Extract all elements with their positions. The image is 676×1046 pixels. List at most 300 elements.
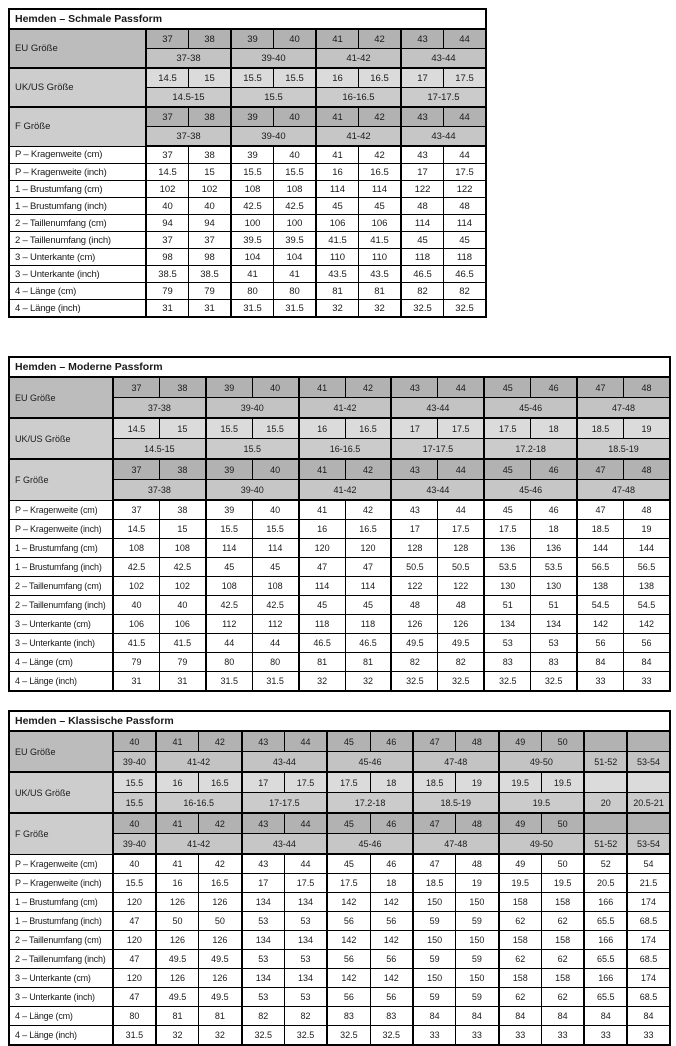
- size-cell: 15.5: [231, 68, 274, 88]
- measure-value-cell: 106: [359, 215, 402, 232]
- measure-value-cell: 42.5: [252, 596, 298, 615]
- measure-value-cell: 45: [444, 232, 487, 249]
- size-group-cell: 37-38: [113, 480, 206, 501]
- measure-value-cell: 122: [438, 577, 484, 596]
- size-cell: 48: [623, 459, 670, 480]
- size-cell: 43: [391, 377, 437, 398]
- measure-row: [9, 539, 670, 558]
- measure-value-cell: 102: [159, 577, 205, 596]
- size-group-cell: 39-40: [206, 480, 299, 501]
- size-cell: 16.5: [199, 772, 242, 793]
- measure-value-cell: 110: [316, 249, 359, 266]
- measure-row-label: 3 – Unterkante (inch): [9, 634, 113, 653]
- size-cell: 42: [199, 731, 242, 752]
- measure-row: [9, 912, 670, 931]
- size-group-cell: 17.2-18: [484, 439, 577, 460]
- measure-value-cell: 48: [391, 596, 437, 615]
- measure-value-cell: 32: [359, 300, 402, 318]
- measure-value-cell: 112: [206, 615, 252, 634]
- size-group-cell: 43-44: [242, 752, 328, 773]
- size-cell: 48: [456, 731, 499, 752]
- measure-value-cell: 41: [316, 146, 359, 164]
- size-cell: 43: [401, 107, 444, 127]
- size-group-cell: 49-50: [499, 752, 585, 773]
- measure-value-cell: 94: [189, 215, 232, 232]
- measure-value-cell: 54.5: [623, 596, 670, 615]
- size-group-cell: 14.5-15: [146, 88, 231, 108]
- measure-value-cell: 166: [584, 969, 627, 988]
- size-cell: 38: [159, 377, 205, 398]
- size-cell: 41: [156, 731, 199, 752]
- size-group-cell: 17-17.5: [401, 88, 486, 108]
- size-row-label: F Größe: [9, 107, 146, 146]
- measure-value-cell: 158: [499, 931, 542, 950]
- measure-value-cell: 158: [499, 969, 542, 988]
- measure-row: [9, 558, 670, 577]
- measure-value-cell: 49.5: [199, 988, 242, 1007]
- measure-row-label: 3 – Unterkante (cm): [9, 615, 113, 634]
- size-group-cell: 20.5-21: [627, 793, 670, 814]
- size-cell: 49: [499, 813, 542, 834]
- measure-value-cell: 48: [401, 198, 444, 215]
- size-cell: 37: [113, 459, 159, 480]
- measure-value-cell: 80: [252, 653, 298, 672]
- measure-value-cell: 114: [345, 577, 391, 596]
- measure-value-cell: 144: [623, 539, 670, 558]
- measure-value-cell: 126: [156, 931, 199, 950]
- size-group-cell: 39-40: [206, 398, 299, 419]
- size-group-cell: 43-44: [401, 49, 486, 69]
- measure-value-cell: 142: [577, 615, 623, 634]
- measure-value-cell: 33: [456, 1026, 499, 1046]
- measure-value-cell: 126: [199, 893, 242, 912]
- measure-row: [9, 893, 670, 912]
- measure-value-cell: 45: [327, 854, 370, 874]
- size-cell: 42: [359, 29, 402, 49]
- size-row-label: F Größe: [9, 813, 113, 854]
- size-cell: 37: [146, 29, 189, 49]
- measure-value-cell: 83: [327, 1007, 370, 1026]
- measure-row: [9, 215, 486, 232]
- measure-value-cell: 33: [541, 1026, 584, 1046]
- measure-value-cell: 33: [623, 672, 670, 692]
- measure-value-cell: 106: [316, 215, 359, 232]
- size-cell: 19.5: [499, 772, 542, 793]
- measure-value-cell: 80: [231, 283, 274, 300]
- size-cell: 40: [274, 107, 317, 127]
- measure-row: [9, 1007, 670, 1026]
- measure-value-cell: 56: [327, 988, 370, 1007]
- measure-value-cell: 48: [623, 500, 670, 520]
- size-cell: 17.5: [438, 418, 484, 439]
- size-header-row: [9, 29, 486, 49]
- measure-row-label: P – Kragenweite (inch): [9, 520, 113, 539]
- measure-row-label: 2 – Taillenumfang (cm): [9, 931, 113, 950]
- measure-row: [9, 950, 670, 969]
- measure-value-cell: 31.5: [206, 672, 252, 692]
- measure-value-cell: 120: [345, 539, 391, 558]
- measure-value-cell: 42.5: [274, 198, 317, 215]
- measure-value-cell: 47: [413, 854, 456, 874]
- measure-value-cell: 62: [499, 912, 542, 931]
- measure-value-cell: 134: [531, 615, 577, 634]
- size-cell: 17: [401, 68, 444, 88]
- size-group-cell: 51-52: [584, 752, 627, 773]
- measure-value-cell: 40: [113, 854, 156, 874]
- measure-value-cell: 32.5: [401, 300, 444, 318]
- size-cell: 47: [413, 813, 456, 834]
- size-cell: 18.5: [577, 418, 623, 439]
- table-title-row: [9, 357, 670, 377]
- measure-value-cell: 134: [284, 931, 327, 950]
- measure-value-cell: 38: [189, 146, 232, 164]
- measure-value-cell: 47: [113, 988, 156, 1007]
- measure-row: [9, 615, 670, 634]
- measure-value-cell: 79: [113, 653, 159, 672]
- measure-value-cell: 20.5: [584, 874, 627, 893]
- measure-value-cell: 43: [242, 854, 285, 874]
- measure-value-cell: 114: [359, 181, 402, 198]
- size-cell: 18: [531, 418, 577, 439]
- size-group-cell: 43-44: [391, 480, 484, 501]
- measure-value-cell: 122: [391, 577, 437, 596]
- measure-value-cell: 32.5: [327, 1026, 370, 1046]
- measure-row-label: 3 – Unterkante (inch): [9, 266, 146, 283]
- measure-value-cell: 33: [577, 672, 623, 692]
- measure-value-cell: 16.5: [345, 520, 391, 539]
- measure-row-label: 4 – Länge (cm): [9, 283, 146, 300]
- size-group-cell: 15.5: [231, 88, 316, 108]
- size-cell: 15.5: [113, 772, 156, 793]
- measure-row: [9, 232, 486, 249]
- measure-value-cell: 46.5: [444, 266, 487, 283]
- measure-value-cell: 17: [391, 520, 437, 539]
- measure-value-cell: 31.5: [113, 1026, 156, 1046]
- measure-value-cell: 83: [531, 653, 577, 672]
- size-group-cell: 47-48: [413, 752, 499, 773]
- size-cell: 14.5: [146, 68, 189, 88]
- measure-row-label: 2 – Taillenumfang (cm): [9, 577, 113, 596]
- measure-value-cell: 102: [189, 181, 232, 198]
- measure-value-cell: 142: [327, 969, 370, 988]
- measure-row-label: 3 – Unterkante (inch): [9, 988, 113, 1007]
- measure-value-cell: 65.5: [584, 950, 627, 969]
- measure-value-cell: 42.5: [206, 596, 252, 615]
- measure-row: [9, 988, 670, 1007]
- measure-value-cell: 49.5: [156, 988, 199, 1007]
- measure-value-cell: 128: [438, 539, 484, 558]
- measure-value-cell: 53: [284, 988, 327, 1007]
- size-cell: 44: [284, 731, 327, 752]
- size-row-label: F Größe: [9, 459, 113, 500]
- measure-value-cell: 40: [189, 198, 232, 215]
- size-cell: 15.5: [252, 418, 298, 439]
- size-group-cell: 15.5: [113, 793, 156, 814]
- measure-value-cell: 48: [456, 854, 499, 874]
- size-cell: 47: [577, 459, 623, 480]
- measure-value-cell: 120: [113, 893, 156, 912]
- measure-value-cell: 84: [499, 1007, 542, 1026]
- size-cell: 17.5: [284, 772, 327, 793]
- size-cell: 48: [623, 377, 670, 398]
- measure-value-cell: 17: [242, 874, 285, 893]
- measure-value-cell: 68.5: [627, 912, 670, 931]
- measure-value-cell: 68.5: [627, 950, 670, 969]
- size-cell: 41: [299, 459, 345, 480]
- size-header-row: [9, 418, 670, 439]
- measure-row-label: 4 – Länge (cm): [9, 1007, 113, 1026]
- measure-value-cell: 120: [113, 931, 156, 950]
- size-cell: 37: [113, 377, 159, 398]
- size-row-label: EU Größe: [9, 29, 146, 68]
- measure-value-cell: 19.5: [499, 874, 542, 893]
- measure-value-cell: 50: [156, 912, 199, 931]
- size-group-cell: 20: [584, 793, 627, 814]
- measure-value-cell: 122: [401, 181, 444, 198]
- size-group-cell: 16-16.5: [156, 793, 242, 814]
- measure-row: [9, 634, 670, 653]
- size-cell: 17.5: [444, 68, 487, 88]
- size-cell: 44: [444, 107, 487, 127]
- measure-value-cell: 56: [370, 912, 413, 931]
- measure-value-cell: 134: [242, 893, 285, 912]
- measure-row-label: 1 – Brustumfang (cm): [9, 181, 146, 198]
- measure-value-cell: 47: [345, 558, 391, 577]
- size-cell: 41: [156, 813, 199, 834]
- measure-value-cell: 43: [391, 500, 437, 520]
- measure-value-cell: 79: [189, 283, 232, 300]
- measure-value-cell: 14.5: [146, 164, 189, 181]
- measure-value-cell: 81: [299, 653, 345, 672]
- measure-row-label: 2 – Taillenumfang (cm): [9, 215, 146, 232]
- measure-value-cell: 81: [199, 1007, 242, 1026]
- measure-value-cell: 120: [113, 969, 156, 988]
- measure-value-cell: 79: [146, 283, 189, 300]
- measure-value-cell: 47: [577, 500, 623, 520]
- size-header-row: [9, 731, 670, 752]
- size-cell: 43: [401, 29, 444, 49]
- size-group-cell: 43-44: [401, 127, 486, 147]
- measure-value-cell: 32: [299, 672, 345, 692]
- measure-value-cell: 100: [231, 215, 274, 232]
- measure-value-cell: 46.5: [299, 634, 345, 653]
- measure-value-cell: 39.5: [231, 232, 274, 249]
- measure-value-cell: 42.5: [113, 558, 159, 577]
- measure-value-cell: 18.5: [413, 874, 456, 893]
- size-cell: 46: [531, 459, 577, 480]
- measure-value-cell: 49.5: [391, 634, 437, 653]
- size-group-cell: 41-42: [316, 127, 401, 147]
- size-cell: 17.5: [327, 772, 370, 793]
- measure-row: [9, 672, 670, 692]
- measure-value-cell: 108: [159, 539, 205, 558]
- size-group-cell: 45-46: [484, 398, 577, 419]
- measure-value-cell: 18: [531, 520, 577, 539]
- measure-value-cell: 53.5: [531, 558, 577, 577]
- size-cell: 18.5: [413, 772, 456, 793]
- measure-value-cell: 100: [274, 215, 317, 232]
- size-group-cell: 45-46: [484, 480, 577, 501]
- measure-value-cell: 33: [499, 1026, 542, 1046]
- size-cell: 42: [345, 459, 391, 480]
- size-cell: 39: [206, 377, 252, 398]
- size-row-label: EU Größe: [9, 377, 113, 418]
- measure-value-cell: 134: [284, 969, 327, 988]
- size-group-cell: 39-40: [113, 752, 156, 773]
- measure-value-cell: 59: [456, 950, 499, 969]
- measure-value-cell: 158: [499, 893, 542, 912]
- measure-value-cell: 166: [584, 931, 627, 950]
- size-group-cell: 14.5-15: [113, 439, 206, 460]
- measure-value-cell: 130: [531, 577, 577, 596]
- measure-value-cell: 56: [370, 988, 413, 1007]
- size-group-cell: 45-46: [327, 834, 413, 855]
- measure-value-cell: 32.5: [444, 300, 487, 318]
- measure-value-cell: 56: [327, 950, 370, 969]
- measure-value-cell: 62: [499, 988, 542, 1007]
- size-group-cell: 17.2-18: [327, 793, 413, 814]
- size-table-grid: [8, 356, 671, 692]
- measure-value-cell: 62: [541, 950, 584, 969]
- measure-value-cell: 142: [370, 969, 413, 988]
- measure-value-cell: 43.5: [316, 266, 359, 283]
- measure-value-cell: 31.5: [252, 672, 298, 692]
- size-group-cell: 17-17.5: [242, 793, 328, 814]
- measure-value-cell: 102: [113, 577, 159, 596]
- measure-value-cell: 62: [499, 950, 542, 969]
- measure-value-cell: 41.5: [359, 232, 402, 249]
- size-group-cell: 16-16.5: [299, 439, 392, 460]
- measure-value-cell: 118: [444, 249, 487, 266]
- measure-value-cell: 174: [627, 969, 670, 988]
- size-cell: 45: [484, 459, 530, 480]
- measure-value-cell: 53: [484, 634, 530, 653]
- size-cell: 40: [252, 377, 298, 398]
- measure-value-cell: 44: [444, 146, 487, 164]
- size-cell: 15: [159, 418, 205, 439]
- size-cell: 44: [438, 377, 484, 398]
- measure-value-cell: 46.5: [401, 266, 444, 283]
- measure-value-cell: 110: [359, 249, 402, 266]
- measure-value-cell: 56: [327, 912, 370, 931]
- measure-value-cell: 45: [206, 558, 252, 577]
- measure-value-cell: 17.5: [484, 520, 530, 539]
- size-cell: 39: [231, 107, 274, 127]
- measure-value-cell: 56: [577, 634, 623, 653]
- measure-value-cell: 98: [189, 249, 232, 266]
- measure-value-cell: 108: [252, 577, 298, 596]
- size-cell: 16.5: [359, 68, 402, 88]
- size-cell: 44: [438, 459, 484, 480]
- measure-value-cell: 48: [438, 596, 484, 615]
- size-cell: 37: [146, 107, 189, 127]
- measure-value-cell: 114: [206, 539, 252, 558]
- size-row-label: UK/US Größe: [9, 68, 146, 107]
- measure-value-cell: 47: [113, 950, 156, 969]
- measure-value-cell: 38.5: [146, 266, 189, 283]
- size-cell: 16: [156, 772, 199, 793]
- measure-value-cell: 56: [370, 950, 413, 969]
- measure-value-cell: 174: [627, 931, 670, 950]
- measure-value-cell: 81: [316, 283, 359, 300]
- measure-value-cell: 52: [584, 854, 627, 874]
- size-group-cell: 18.5-19: [413, 793, 499, 814]
- measure-value-cell: 98: [146, 249, 189, 266]
- size-group-cell: 37-38: [113, 398, 206, 419]
- size-group-cell: 47-48: [413, 834, 499, 855]
- measure-value-cell: 48: [444, 198, 487, 215]
- measure-value-cell: 65.5: [584, 912, 627, 931]
- size-cell: 17: [391, 418, 437, 439]
- measure-value-cell: 59: [456, 988, 499, 1007]
- table-title: Hemden – Moderne Passform: [9, 357, 670, 377]
- measure-value-cell: 150: [413, 969, 456, 988]
- measure-value-cell: 134: [242, 931, 285, 950]
- size-table-2: [8, 356, 676, 692]
- size-table-3: [8, 710, 676, 1046]
- size-group-cell: 41-42: [299, 398, 392, 419]
- size-cell: 15.5: [206, 418, 252, 439]
- measure-value-cell: 106: [113, 615, 159, 634]
- measure-row: [9, 577, 670, 596]
- measure-value-cell: 40: [274, 146, 317, 164]
- measure-value-cell: 128: [391, 539, 437, 558]
- size-cell: 44: [284, 813, 327, 834]
- measure-value-cell: 19.5: [541, 874, 584, 893]
- measure-value-cell: 16: [156, 874, 199, 893]
- size-cell: 38: [189, 29, 232, 49]
- measure-value-cell: 126: [156, 893, 199, 912]
- size-group-cell: 37-38: [146, 49, 231, 69]
- measure-row: [9, 969, 670, 988]
- measure-value-cell: 108: [113, 539, 159, 558]
- measure-value-cell: 126: [391, 615, 437, 634]
- measure-value-cell: 39.5: [274, 232, 317, 249]
- measure-value-cell: 17: [401, 164, 444, 181]
- size-cell: 43: [242, 813, 285, 834]
- measure-value-cell: 82: [242, 1007, 285, 1026]
- measure-value-cell: 136: [484, 539, 530, 558]
- size-cell: 15: [189, 68, 232, 88]
- size-header-row: [9, 459, 670, 480]
- measure-value-cell: 33: [413, 1026, 456, 1046]
- size-cell: 40: [252, 459, 298, 480]
- measure-row-label: 1 – Brustumfang (inch): [9, 558, 113, 577]
- measure-value-cell: 130: [484, 577, 530, 596]
- size-group-cell: 18.5-19: [577, 439, 670, 460]
- measure-value-cell: 45: [345, 596, 391, 615]
- measure-row: [9, 931, 670, 950]
- size-group-cell: 41-42: [316, 49, 401, 69]
- measure-value-cell: 42: [199, 854, 242, 874]
- measure-value-cell: 15: [189, 164, 232, 181]
- measure-value-cell: 54: [627, 854, 670, 874]
- size-row-label: UK/US Größe: [9, 418, 113, 459]
- measure-value-cell: 41: [156, 854, 199, 874]
- size-cell: 19: [456, 772, 499, 793]
- measure-value-cell: 31.5: [231, 300, 274, 318]
- measure-value-cell: 80: [206, 653, 252, 672]
- size-cell: 44: [444, 29, 487, 49]
- size-row-label: EU Größe: [9, 731, 113, 772]
- measure-value-cell: 118: [345, 615, 391, 634]
- measure-value-cell: 32.5: [370, 1026, 413, 1046]
- measure-value-cell: 38.5: [189, 266, 232, 283]
- measure-value-cell: 33: [584, 1026, 627, 1046]
- measure-row: [9, 300, 486, 318]
- measure-value-cell: 83: [370, 1007, 413, 1026]
- measure-value-cell: 138: [577, 577, 623, 596]
